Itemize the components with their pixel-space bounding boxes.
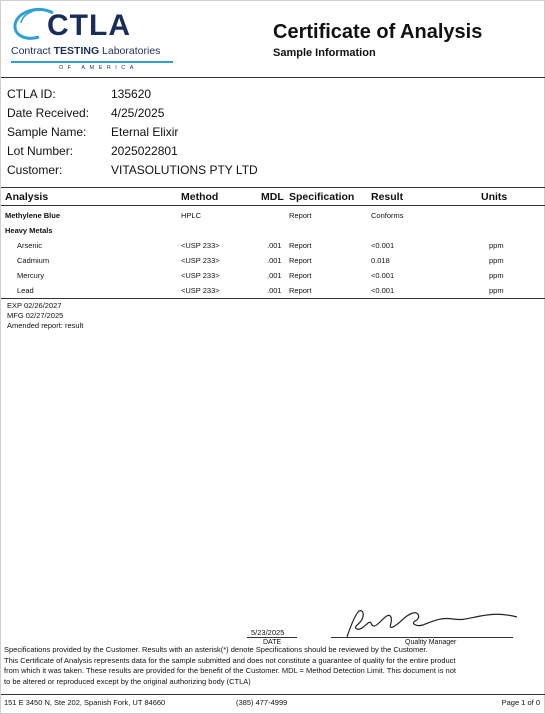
cell-method: HPLC bbox=[181, 211, 202, 220]
footer-divider bbox=[1, 694, 545, 695]
info-row-date-received bbox=[7, 104, 258, 123]
cell-result: 0.018 bbox=[371, 256, 390, 265]
signature-date-line bbox=[247, 637, 297, 638]
table-header-divider bbox=[1, 205, 545, 206]
cell-mdl: .001 bbox=[267, 256, 282, 265]
notes bbox=[7, 301, 83, 331]
signature-label: Quality Manager bbox=[405, 639, 457, 646]
cell-mdl: .001 bbox=[267, 286, 282, 295]
disclaimer bbox=[4, 645, 544, 687]
info-row-sample-name bbox=[7, 123, 258, 142]
table-row bbox=[5, 211, 542, 225]
col-method: Method bbox=[181, 191, 219, 203]
table-row bbox=[5, 271, 542, 285]
footer-page: Page 1 of 0 bbox=[501, 698, 540, 707]
logo-tagline: OF AMERICA bbox=[59, 65, 138, 71]
info-label: CTLA ID: bbox=[7, 87, 56, 101]
disclaimer-line: Specifications provided by the Customer. Results with an asterisk(*) denote Specifications should be reviewed by the Customer. bbox=[4, 645, 428, 654]
info-row-customer bbox=[7, 161, 258, 180]
disclaimer-line: from which it was taken. These results are provided for the benefit of the Customer. MDL = Method Detection Limit. This document is not bbox=[4, 666, 456, 675]
cell-analysis: Lead bbox=[17, 286, 34, 295]
col-units: Units bbox=[481, 191, 508, 203]
info-value: 135620 bbox=[111, 87, 152, 101]
note-mfg: MFG 02/27/2025 bbox=[7, 311, 64, 320]
cell-analysis: Cadmium bbox=[17, 256, 50, 265]
cell-method: <USP 233> bbox=[181, 241, 220, 250]
info-row-lot-number bbox=[7, 142, 258, 161]
cell-result: <0.001 bbox=[371, 271, 395, 280]
info-label: Customer: bbox=[7, 163, 63, 177]
cell-analysis: Methylene Blue bbox=[5, 211, 61, 220]
signature-date-label: DATE bbox=[263, 639, 282, 646]
signature-line bbox=[331, 637, 513, 638]
ctla-logo bbox=[9, 7, 179, 75]
table-row bbox=[5, 241, 542, 255]
info-row-ctla-id bbox=[7, 85, 258, 104]
note-exp: EXP 02/26/2027 bbox=[7, 301, 62, 310]
logo-underline bbox=[11, 61, 173, 63]
document-subtitle: Sample Information bbox=[273, 47, 376, 59]
info-value: 2025022801 bbox=[111, 144, 178, 158]
table-top-divider bbox=[1, 187, 545, 188]
info-value: 4/25/2025 bbox=[111, 106, 165, 120]
info-label: Lot Number: bbox=[7, 144, 74, 158]
cell-mdl: .001 bbox=[267, 271, 282, 280]
col-analysis: Analysis bbox=[5, 191, 49, 203]
note-amended: Amended report: result bbox=[7, 321, 84, 330]
logo-subtitle: Contract TESTING Laboratories bbox=[11, 45, 161, 57]
info-label: Sample Name: bbox=[7, 125, 87, 139]
cell-method: <USP 233> bbox=[181, 256, 220, 265]
cell-result: <0.001 bbox=[371, 241, 395, 250]
disclaimer-line: This Certificate of Analysis represents data for the sample submitted and does not constitute a guarantee of quality for the entire product bbox=[4, 655, 456, 665]
sample-info bbox=[7, 85, 258, 180]
cell-analysis: Mercury bbox=[17, 271, 45, 280]
cell-result: Conforms bbox=[371, 211, 404, 220]
document-title: Certificate of Analysis bbox=[273, 21, 483, 43]
footer-phone: (385) 477-4999 bbox=[236, 698, 288, 707]
info-value: VITASOLUTIONS PTY LTD bbox=[111, 163, 258, 177]
table-bottom-divider bbox=[1, 298, 545, 299]
info-label: Date Received: bbox=[7, 106, 90, 120]
col-result: Result bbox=[371, 191, 404, 203]
disclaimer-line: to be altered or reproduced except by the original authorizing body (CTLA) bbox=[4, 676, 251, 686]
cell-specification: Report bbox=[289, 256, 312, 265]
cell-units: ppm bbox=[489, 256, 504, 265]
cell-units: ppm bbox=[489, 241, 504, 250]
cell-specification: Report bbox=[289, 211, 312, 220]
signature-date: 5/23/2025 bbox=[251, 628, 285, 637]
cell-method: <USP 233> bbox=[181, 286, 220, 295]
cell-method: <USP 233> bbox=[181, 271, 220, 280]
col-specification: Specification bbox=[289, 191, 355, 203]
cell-specification: Report bbox=[289, 286, 312, 295]
cell-analysis: Heavy Metals bbox=[5, 226, 53, 235]
info-value: Eternal Elixir bbox=[111, 125, 179, 139]
logo-name: CTLA bbox=[47, 9, 131, 42]
cell-specification: Report bbox=[289, 271, 312, 280]
col-mdl: MDL bbox=[261, 191, 284, 203]
cell-analysis: Arsenic bbox=[17, 241, 43, 250]
cell-mdl: .001 bbox=[267, 241, 282, 250]
handwritten-signature bbox=[341, 607, 521, 641]
table-row-group bbox=[5, 226, 542, 240]
table-header bbox=[5, 191, 542, 205]
cell-units: ppm bbox=[489, 286, 504, 295]
header-divider bbox=[1, 77, 545, 78]
cell-specification: Report bbox=[289, 241, 312, 250]
table-row bbox=[5, 256, 542, 270]
cell-units: ppm bbox=[489, 271, 504, 280]
cell-result: <0.001 bbox=[371, 286, 395, 295]
footer-address: 151 E 3450 N, Ste 202, Spanish Fork, UT 84660 bbox=[4, 698, 166, 707]
